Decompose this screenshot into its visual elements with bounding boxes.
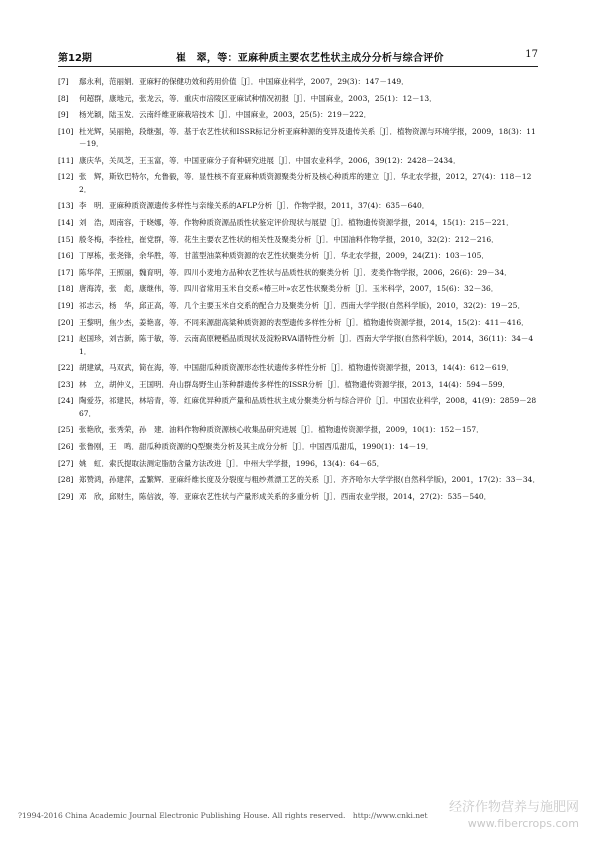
running-header [58, 46, 538, 66]
reference-item [58, 76, 540, 88]
reference-number: [22] [58, 363, 74, 373]
reference-text: 张鲁刚，王 鸣．甜瓜种质资源的Q型聚类分析及其主成分分析［J］．中国西瓜甜瓜，1990(1)：14－19． [79, 441, 434, 451]
reference-item [58, 109, 540, 121]
reference-text: 邓 欣，邱财生，陈信波，等．亚麻农艺性状与产量形成关系的多重分析［J］．西南农业学报，2014，27(2)：535－540． [79, 491, 492, 501]
reference-text: 鄢永利，范丽娟．亚麻籽的保健功效和药用价值［J］．中国麻业科学，2007，29(3)：147－149． [79, 77, 409, 86]
reference-number: [29] [58, 491, 74, 501]
reference-item [58, 458, 540, 470]
reference-number: [19] [58, 300, 74, 310]
page-number: 17 [525, 49, 538, 60]
reference-item [58, 126, 540, 151]
reference-item [58, 217, 540, 229]
reference-item [58, 171, 540, 196]
reference-item [58, 424, 540, 436]
reference-list [58, 76, 540, 507]
reference-item [58, 379, 540, 391]
reference-item [58, 155, 540, 167]
header-rule [58, 66, 538, 67]
reference-text: 祁志云，杨 华，邱正高，等．几个主要玉米自交系的配合力及聚类分析［J］．西南大学学报(自然科学版)，2010，32(2)：19－25． [79, 300, 525, 310]
reference-text: 陈华萍，王照丽，魏育明，等．四川小麦地方品种农艺性状与品质性状的聚类分析［J］．麦类作物学报，2006，26(6)：29－34． [79, 267, 512, 277]
reference-text: 张艳欣，张秀荣，孙 建．油料作物种质资源核心收集品研究进展［J］．植物遗传资源学报，2009，10(1)：152－157． [79, 425, 484, 435]
reference-text: 殷冬梅，李拴柱，崔党群，等．花生主要农艺性状的相关性及聚类分析［J］．中国油料作物学报，2010，32(2)：212－216． [79, 234, 499, 244]
reference-item [58, 93, 540, 105]
reference-number: [16] [58, 251, 74, 261]
reference-text: 何超群，康地元，张龙云，等．重庆市涪陵区亚麻试种情况初报［J］．中国麻业，2003，25(1)：12－13． [79, 93, 437, 103]
reference-text: 陶爱芬，祁建民，林培青，等．红麻优异种质产量和品质性状主成分聚类分析与综合评价［J］．中国农业科学，2008，41(9)：2859－2867． [79, 396, 537, 418]
reference-text: 胡建斌，马双武，简在海，等．中国甜瓜种质资源形态性状遗传多样性分析［J］．植物遗传资源学报，2013，14(4)：612－619． [79, 363, 514, 373]
reference-item [58, 395, 540, 420]
reference-item [58, 362, 540, 374]
reference-text: 杨光颖，陆玉发．云南纤维亚麻栽培技术［J］．中国麻业，2003，25(5)：219－222． [79, 110, 372, 120]
reference-text: 丁厚栋，张尧锋，余华胜，等．甘蓝型油菜种质资源的农艺性状聚类分析［J］．华北农学报，2009，24(Z1)：103－105． [79, 251, 489, 261]
reference-text: 郑赞鸿，孙建萍，孟繁辉．亚麻纤维长度及分裂度与粗纱煮漂工艺的关系［J］．齐齐哈尔大学学报(自然科学版)，2001，17(2)：33－34． [79, 475, 540, 485]
reference-text: 张 辉，斯钦巴特尔，允鲁毅，等．显性核不育亚麻种质资源聚类分析及核心种质库的建立［J］．华北农学报，2012，27(4)：118－122． [79, 172, 532, 194]
reference-number: [8] [58, 93, 69, 103]
reference-text: 林 立，胡仲义，王国明．舟山群岛野生山茶种群遗传多样性的ISSR分析［J］．植物遗传资源学报，2013，14(4)：594－599． [79, 379, 510, 389]
reference-item [58, 234, 540, 246]
issue-number: 第12期 [58, 53, 92, 64]
reference-number: [14] [58, 217, 74, 227]
reference-item [58, 491, 540, 503]
reference-item [58, 267, 540, 279]
reference-number: [11] [58, 155, 74, 165]
reference-item [58, 333, 540, 358]
reference-number: [26] [58, 441, 74, 451]
reference-number: [23] [58, 379, 74, 389]
reference-text: 唐海涛，张 彪，康继伟，等．四川省常用玉米自交系«椿三叶»农艺性状聚类分析［J］．玉米科学，2007，15(6)：32－36． [79, 284, 499, 294]
watermark-line-1: 经济作物营养与施肥网 [448, 800, 579, 815]
watermark-line-2: www.fibercrops.com [467, 817, 579, 830]
reference-item [58, 474, 540, 486]
reference-item [58, 250, 540, 262]
reference-number: [20] [58, 317, 74, 327]
reference-item [58, 441, 540, 453]
reference-number: [13] [58, 201, 74, 211]
reference-number: [18] [58, 284, 74, 294]
reference-number: [12] [58, 172, 74, 182]
reference-number: [10] [58, 126, 74, 136]
reference-text: 李 明．亚麻种质资源遗传多样性与亲缘关系的AFLP分析［J］．作物学报，2011，37(4)：635－640． [79, 201, 430, 211]
reference-item [58, 317, 540, 329]
reference-number: [28] [58, 475, 74, 485]
reference-number: [15] [58, 234, 74, 244]
reference-number: [25] [58, 425, 74, 435]
reference-text: 康庆华，关凤芝，王玉富，等．中国亚麻分子育种研究进展［J］．中国农业科学，2006，39(12)：2428－2434． [79, 155, 461, 165]
reference-text: 姚 虹．索氏提取法测定脂肪含量方法改进［J］．中州大学学报，1996，13(4)：64－65． [79, 458, 385, 468]
reference-number: [27] [58, 458, 74, 468]
reference-item [58, 300, 540, 312]
reference-number: [7] [58, 77, 69, 86]
reference-number: [21] [58, 334, 74, 344]
reference-text: 刘 浩，周南容，于晓娜，等．作物种质资源品质性状鉴定评价现状与展望［J］．植物遗传资源学报，2014，15(1)：215－221． [79, 217, 514, 227]
reference-number: [9] [58, 110, 69, 120]
copyright-footer: ?1994-2016 China Academic Journal Electronic Publishing House. All rights reserved. http://www.cnki.net [18, 811, 428, 820]
reference-text: 赵国珍，刘吉新，陈于敏，等．云南高原粳稻品质现状及淀粉RVA谱特性分析［J］．西南大学学报(自然科学版)，2014，36(11)：34－41． [79, 334, 534, 356]
reference-text: 王黎明，焦少杰，姜艳喜，等．不同来源甜高粱种质资源的表型遗传多样性分析［J］．植物遗传资源学报，2014，15(2)：411－416． [79, 317, 529, 327]
running-title: 崔 翠，等：亚麻种质主要农艺性状主成分分析与综合评价 [176, 53, 444, 64]
reference-number: [17] [58, 267, 74, 277]
reference-item [58, 283, 540, 295]
reference-text: 杜光辉，吴丽艳，段继强，等．基于农艺性状和ISSR标记分析亚麻种源的变异及遗传关系［J］．植物资源与环境学报，2009，18(3)：11－19． [79, 126, 536, 149]
reference-item [58, 200, 540, 212]
reference-number: [24] [58, 396, 74, 406]
